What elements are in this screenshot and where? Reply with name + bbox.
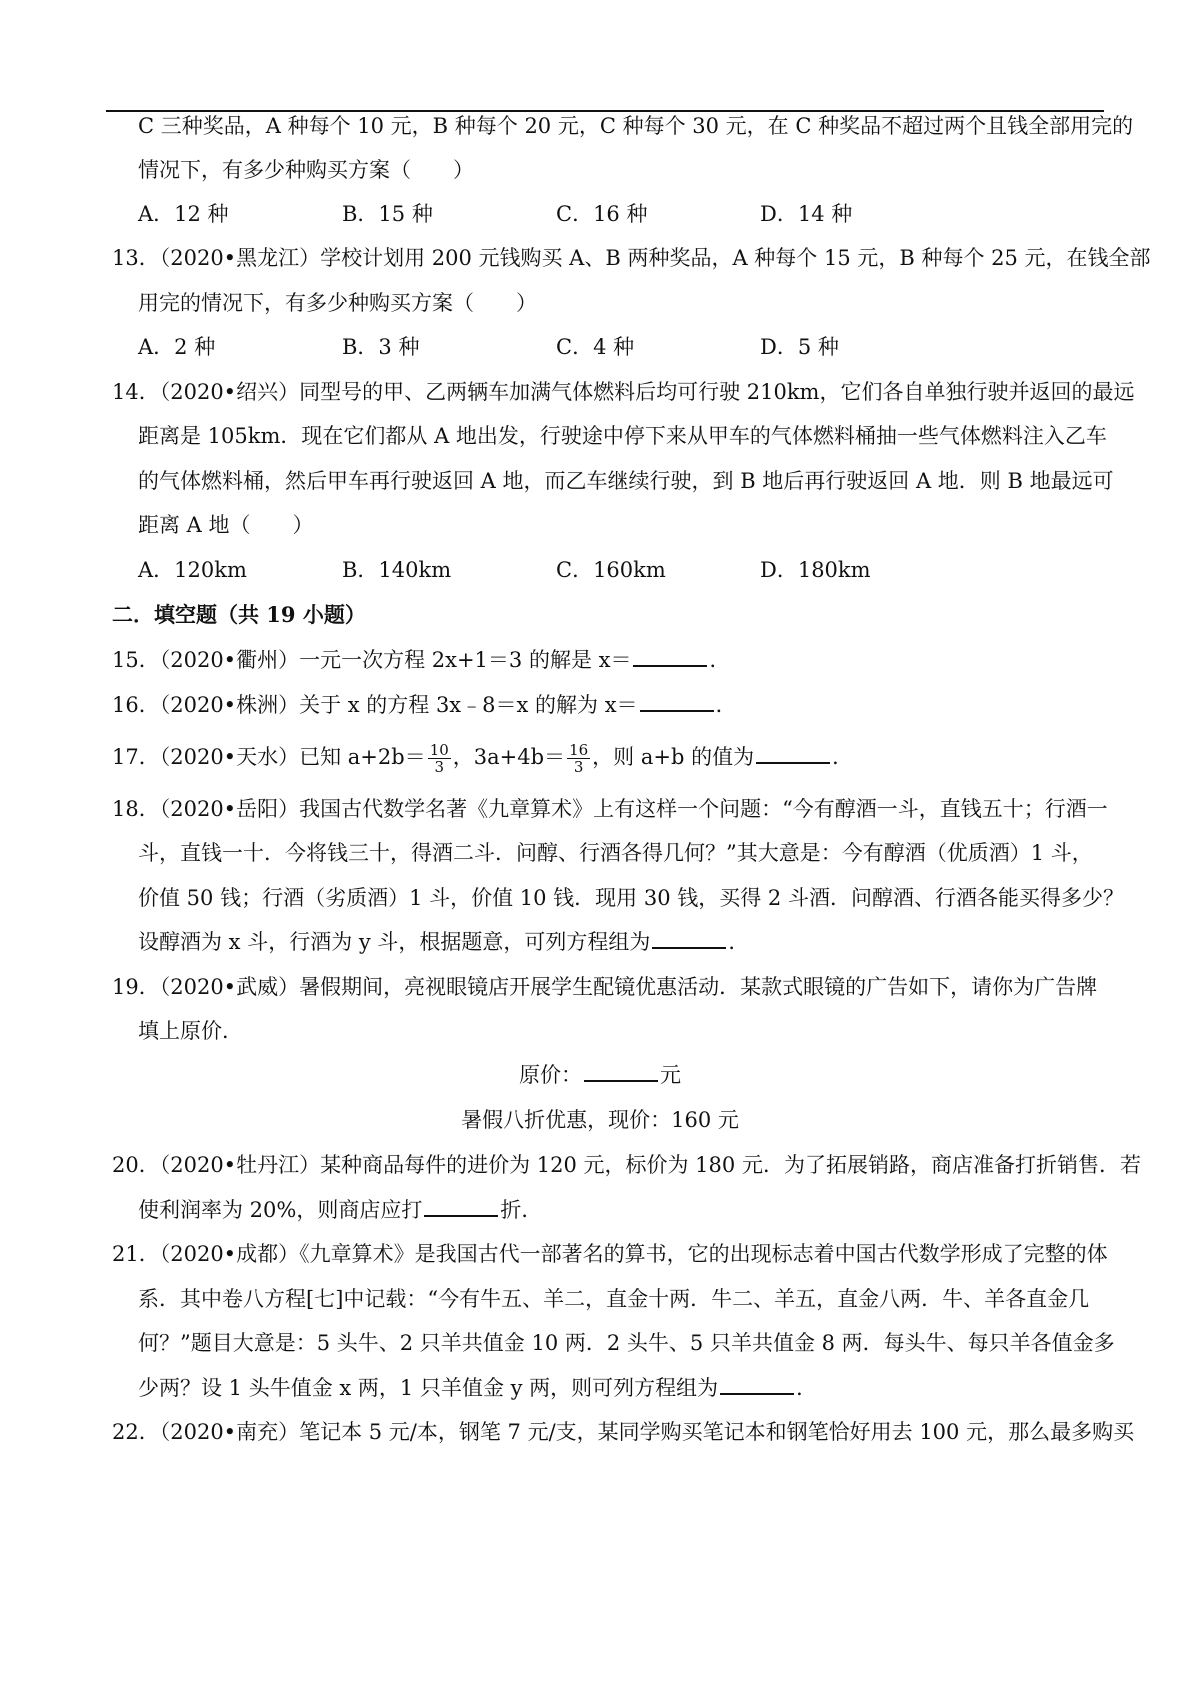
- q21-line-1: [112, 1239, 1108, 1269]
- q22-line-1: [112, 1417, 1134, 1447]
- q14-line-3: 的气体燃料桶，然后甲车再行驶返回 A 地，而乙车继续行驶，到 B 地后再行驶返回 A 地．则 B 地最远可: [138, 469, 1114, 493]
- q14-line-2: 距离是 105km．现在它们都从 A 地出发，行驶途中停下来从甲车的气体燃料桶抽一些气体燃料注入乙车: [138, 424, 1107, 448]
- q19-ad-original-label: 原价：: [519, 1063, 582, 1087]
- q20-line-1: [112, 1150, 1141, 1180]
- q17-fraction-1-numerator: 10: [429, 741, 449, 759]
- q21-line-4: [138, 1373, 817, 1403]
- q16-source: （2020•株洲）: [159, 693, 300, 717]
- q14-line-4: 距离 A 地（ ）: [138, 513, 314, 537]
- q14-option-a: A．120km: [138, 558, 247, 582]
- q12-option-d: D．14 种: [760, 202, 853, 226]
- q15-number: 15．: [112, 648, 160, 672]
- q18-line-3: 价值 50 钱；行酒（劣质酒）1 斗，价值 10 钱．现用 30 钱，买得 2 斗酒．问醇酒、行酒各能买得多少？: [138, 886, 1124, 910]
- q19-ad-unit: 元: [660, 1063, 681, 1087]
- q13-line-1: [112, 243, 1151, 273]
- q17-line: [112, 738, 853, 776]
- q17-fraction-2: [567, 742, 590, 775]
- q14-option-d: D．180km: [760, 558, 871, 582]
- q15-line: [112, 645, 730, 675]
- q12-line-2: 情况下，有多少种购买方案（ ）: [138, 158, 474, 182]
- q18-line-2: 斗，直钱一十．今将钱三十，得酒二斗．问醇、行酒各得几何？”其大意是：今有醇酒（优质酒）1 斗，: [138, 841, 1093, 865]
- q21-line-3: 何？”题目大意是：5 头牛、2 只羊共值金 10 两．2 头牛、5 只羊共值金 8 两．每头牛、每只羊各值金多: [138, 1331, 1115, 1355]
- q13-source: （2020•黑龙江）: [159, 246, 321, 270]
- q12-option-b: B．15 种: [342, 202, 433, 226]
- q21-number: 21．: [112, 1242, 160, 1266]
- q19-ad-line-2: 暑假八折优惠，现价：160 元: [461, 1108, 739, 1132]
- q17-end: ．: [832, 745, 854, 769]
- q14-number: 14．: [112, 380, 160, 404]
- q18-text-1: 我国古代数学名著《九章算术》上有这样一个问题：“今有醇酒一斗，直钱五十；行酒一: [299, 797, 1108, 821]
- q21-text-4: 少两？设 1 头牛值金 x 两，1 只羊值金 y 两，则可列方程组为: [138, 1376, 719, 1400]
- q17-source: （2020•天水）: [159, 745, 300, 769]
- q13-option-a: A．2 种: [138, 335, 216, 359]
- q16-line: [112, 690, 737, 720]
- q18-line-4: [138, 927, 749, 957]
- q14-option-c: C．160km: [556, 558, 666, 582]
- q21-line-2: 系．其中卷八方程[七]中记载：“今有牛五、羊二，直金十两．牛二、羊五，直金八两．牛、羊各直金几: [138, 1287, 1090, 1311]
- q13-line-2: 用完的情况下，有多少种购买方案（ ）: [138, 291, 537, 315]
- q21-source: （2020•成都）: [159, 1242, 300, 1266]
- q18-number: 18．: [112, 797, 160, 821]
- q16-text: 关于 x 的方程 3x﹣8＝x 的解为 x＝: [299, 693, 638, 717]
- q17-answer-blank: [756, 742, 830, 764]
- q22-number: 22．: [112, 1420, 160, 1444]
- q20-number: 20．: [112, 1153, 160, 1177]
- q20-text-1: 某种商品每件的进价为 120 元，标价为 180 元．为了拓展销路，商店准备打折销售．若: [320, 1153, 1141, 1177]
- q15-text: 一元一次方程 2x+1＝3 的解是 x＝: [299, 648, 632, 672]
- q17-fraction-1-denominator: 3: [434, 758, 444, 776]
- q14-line-1: [112, 377, 1134, 407]
- q12-option-c: C．16 种: [556, 202, 648, 226]
- q20-source: （2020•牡丹江）: [159, 1153, 321, 1177]
- q13-option-d: D．5 种: [760, 335, 839, 359]
- q16-end: ．: [715, 693, 737, 717]
- q20-answer-blank: [424, 1195, 498, 1217]
- q20-text-2: 使利润率为 20%，则商店应打: [138, 1198, 423, 1222]
- q19-source: （2020•武威）: [159, 975, 300, 999]
- q21-end: ．: [796, 1376, 818, 1400]
- section-title: 二．填空题（共 19 小题）: [112, 602, 366, 627]
- q22-source: （2020•南充）: [159, 1420, 300, 1444]
- q13-option-b: B．3 种: [342, 335, 420, 359]
- q16-number: 16．: [112, 693, 160, 717]
- q17-post: ，则 a+b 的值为: [592, 745, 755, 769]
- q16-answer-blank: [640, 690, 714, 712]
- q20-line-2: [138, 1195, 542, 1225]
- q21-answer-blank: [720, 1373, 794, 1395]
- q13-number: 13．: [112, 246, 160, 270]
- q17-mid: ，3a+4b＝: [452, 745, 566, 769]
- q13-option-c: C．4 种: [556, 335, 635, 359]
- q17-pre: 已知 a+2b＝: [299, 745, 426, 769]
- q12-line-1: C 三种奖品，A 种每个 10 元，B 种每个 20 元，C 种每个 30 元，在 C 种奖品不超过两个且钱全部用完的: [138, 114, 1134, 138]
- q14-source: （2020•绍兴）: [159, 380, 300, 404]
- q14-text-1: 同型号的甲、乙两辆车加满气体燃料后均可行驶 210km，它们各自单独行驶并返回的最远: [299, 380, 1135, 404]
- q15-answer-blank: [633, 645, 707, 667]
- q18-line-1: [112, 794, 1108, 824]
- q22-text-1: 笔记本 5 元/本，钢笔 7 元/支，某同学购买笔记本和钢笔恰好用去 100 元，那么最多购买: [299, 1420, 1135, 1444]
- q17-number: 17．: [112, 745, 160, 769]
- q19-line-2: 填上原价．: [138, 1019, 243, 1043]
- q18-source: （2020•岳阳）: [159, 797, 300, 821]
- q15-end: ．: [709, 648, 731, 672]
- q19-line-1: [112, 972, 1097, 1002]
- q17-fraction-1: [428, 742, 451, 775]
- q14-option-b: B．140km: [342, 558, 452, 582]
- q15-source: （2020•衢州）: [159, 648, 300, 672]
- q19-answer-blank: [584, 1060, 658, 1082]
- q21-text-1: 《九章算术》是我国古代一部著名的算书，它的出现标志着中国古代数学形成了完整的体: [299, 1242, 1108, 1266]
- q17-fraction-2-denominator: 3: [573, 758, 584, 776]
- q19-number: 19．: [112, 975, 160, 999]
- q19-ad-line-1: [0, 1060, 1200, 1090]
- q18-end: ．: [728, 930, 750, 954]
- q12-option-a: A．12 种: [138, 202, 229, 226]
- q19-text-1: 暑假期间，亮视眼镜店开展学生配镜优惠活动．某款式眼镜的广告如下，请你为广告牌: [299, 975, 1098, 999]
- q13-text-1: 学校计划用 200 元钱购买 A、B 两种奖品，A 种每个 15 元，B 种每个 25 元，在钱全部: [320, 246, 1151, 270]
- q20-end: 折．: [500, 1198, 543, 1222]
- q17-fraction-2-numerator: 16: [569, 741, 589, 759]
- q18-answer-blank: [652, 927, 726, 949]
- q18-text-4: 设醇酒为 x 斗，行酒为 y 斗，根据题意，可列方程组为: [138, 930, 651, 954]
